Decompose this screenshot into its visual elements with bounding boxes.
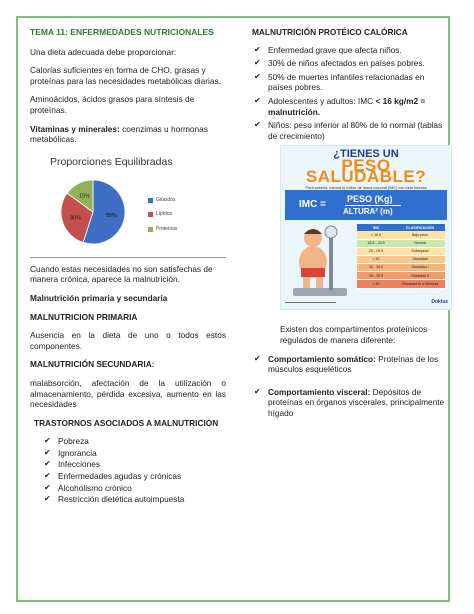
formula-numerator: PESO (Kg)	[347, 194, 393, 205]
check-icon: ✔	[44, 459, 51, 469]
list-item: ✔ Adolescentes y adultos: IMC < 16 kg/m2 = malnutrición.	[254, 95, 426, 117]
bmi-table	[357, 224, 445, 288]
check-icon: ✔	[44, 482, 51, 492]
bmi-class: Normal	[414, 240, 426, 245]
left-column	[30, 27, 226, 506]
list-item: ✔ Enfermedades agudas y crónicas	[44, 471, 182, 482]
list-item: ✔ Comportamiento somático: Proteínas de los músculos esqueléticos	[254, 353, 439, 375]
poster-footnote: ▬▬▬▬▬▬▬▬▬▬▬▬▬▬▬▬▬	[285, 299, 336, 304]
list-item: ✔ Pobreza	[44, 436, 89, 447]
vitamins-desc: coenzimas u hormonas metabólicas.	[30, 123, 208, 145]
bmi-range: < 18.5	[370, 232, 382, 237]
poster-logo: Doktuz	[431, 298, 448, 305]
pie-chart	[58, 177, 128, 247]
proportions-chart	[30, 153, 226, 253]
heading-secondary: MALNUTRICIÓN SECUNDARIA:	[30, 359, 155, 370]
list-item: ✔ Alcoholismo crónico	[44, 482, 132, 493]
bmi-range: 18.5 - 24.9	[367, 240, 385, 245]
vitamins-label: Vitaminas y minerales:	[30, 123, 120, 134]
divider	[30, 257, 226, 258]
list-item: ✔ Infecciones	[44, 459, 100, 470]
check-icon: ✔	[44, 494, 51, 504]
legend-label: Proteínas	[156, 225, 178, 232]
vitamins-text	[30, 124, 226, 145]
bmi-class: Obesidad	[412, 257, 428, 262]
check-icon: ✔	[44, 447, 51, 457]
topic-title: TEMA 11: ENFERMEDADES NUTRICIONALES	[30, 27, 214, 37]
table-header: IMC CLASIFICACIÓN	[357, 224, 445, 231]
formula-imc: IMC =	[299, 199, 326, 211]
heading-primary: MALNUTRICION PRIMARIA	[30, 311, 138, 322]
poster-subtitle: Para saberlo, calcula tu índice de masa corporal (IMC) con esta fórmula	[305, 186, 427, 191]
heading-primary-secondary: Malnutrición primaria y secundaria	[30, 292, 168, 303]
table-row	[357, 280, 445, 288]
amino-text: Aminoácidos, ácidos grasos para síntesis de proteínas.	[30, 94, 195, 115]
legend-swatch	[148, 198, 153, 203]
bmi-range: > 40	[372, 281, 380, 286]
bmi-class: Bajo peso	[412, 232, 428, 237]
check-icon: ✔	[254, 120, 261, 130]
heading-disorders: TRASTORNOS ASOCIADOS A MALNUTRICION	[34, 417, 219, 428]
intro-text: Una dieta adecuada debe proporcionar:	[30, 46, 177, 57]
bmi-class: Obesidad III o Mórbida	[401, 281, 439, 286]
bmi-range: 25 - 29.9	[368, 249, 384, 254]
check-icon: ✔	[44, 471, 51, 481]
bmi-formula	[285, 190, 447, 220]
pem-list	[252, 45, 447, 142]
pie-data-label: 15%	[79, 193, 91, 200]
legend-label: Lípidos	[156, 211, 173, 218]
bmi-range: 30 - 34.9	[368, 265, 384, 270]
list-item: ✔ Enfermedad grave que afecta niños.	[254, 44, 402, 55]
list-item: ✔ Restricción dietética autoimpuesta	[44, 494, 185, 505]
calories-text: Calorías suficientes en forma de CHO, grasas y proteínas para las necesidades metabólicas diarias.	[30, 65, 221, 86]
pie-data-label: 30%	[69, 215, 81, 222]
legend-label: Glúcidos	[156, 196, 176, 203]
check-icon: ✔	[254, 44, 261, 54]
legend-item	[148, 195, 177, 206]
poster-heading: ¿TIENES UN	[333, 148, 399, 161]
check-icon: ✔	[254, 58, 261, 68]
check-icon: ✔	[254, 386, 261, 396]
pem-title: MALNUTRICIÓN PROTÉICO CALÓRICA	[252, 27, 408, 37]
legend-swatch	[148, 227, 153, 232]
legend-item	[148, 209, 177, 220]
check-icon: ✔	[254, 353, 261, 363]
formula-bar	[345, 205, 401, 206]
malnutrition-text: Cuando estas necesidades no son satisfechas de manera crónica, aparece la malnutrición.	[30, 263, 213, 285]
formula-denominator: ALTURA² (m)	[343, 207, 393, 217]
compartments-list	[252, 354, 447, 419]
right-column	[252, 27, 447, 420]
list-item: ✔ 50% de muertes infantiles relacionadas en países pobres.	[254, 71, 425, 93]
child-on-scale-illustration	[289, 224, 351, 298]
list-item: ✔ Niños: peso inferior al 80% de lo normal (tablas de crecimiento)	[254, 120, 443, 141]
bmi-range: > 30	[372, 257, 380, 262]
bmi-class: Sobrepeso	[411, 249, 429, 254]
bmi-class: Obesidad I	[411, 265, 429, 270]
check-icon: ✔	[254, 71, 261, 81]
check-icon: ✔	[44, 436, 51, 446]
list-item: ✔ Comportamiento visceral: Depósitos de proteínas en órganos viscerales, principalmente hígado	[254, 386, 445, 418]
bmi-range: 35 - 39.9	[368, 273, 384, 278]
list-item: ✔ Ignorancia	[44, 447, 97, 458]
bmi-poster	[280, 145, 452, 310]
bmi-class: Obesidad II	[410, 273, 430, 278]
primary-text: Ausencia en la dieta de uno o todos estos componentes.	[30, 330, 226, 351]
disorders-list	[42, 436, 226, 505]
secondary-text: malabsorción, afectación de la utilización o almacenamiento, pérdida excesiva, aumento en las necesidades	[30, 377, 226, 410]
chart-title: Proporciones Equilibradas	[50, 155, 173, 168]
legend-item	[148, 224, 177, 235]
check-icon: ✔	[254, 95, 261, 105]
chart-legend	[148, 195, 177, 239]
list-item: ✔ 30% de niños afectados en países pobres.	[254, 58, 425, 69]
poster-title: PESO SALUDABLE?	[305, 156, 427, 186]
compartments-text: Existen dos compartimentos proteínicos regulados de manera diferente:	[280, 324, 428, 345]
pie-data-label: 55%	[105, 212, 117, 219]
legend-swatch	[148, 212, 153, 217]
